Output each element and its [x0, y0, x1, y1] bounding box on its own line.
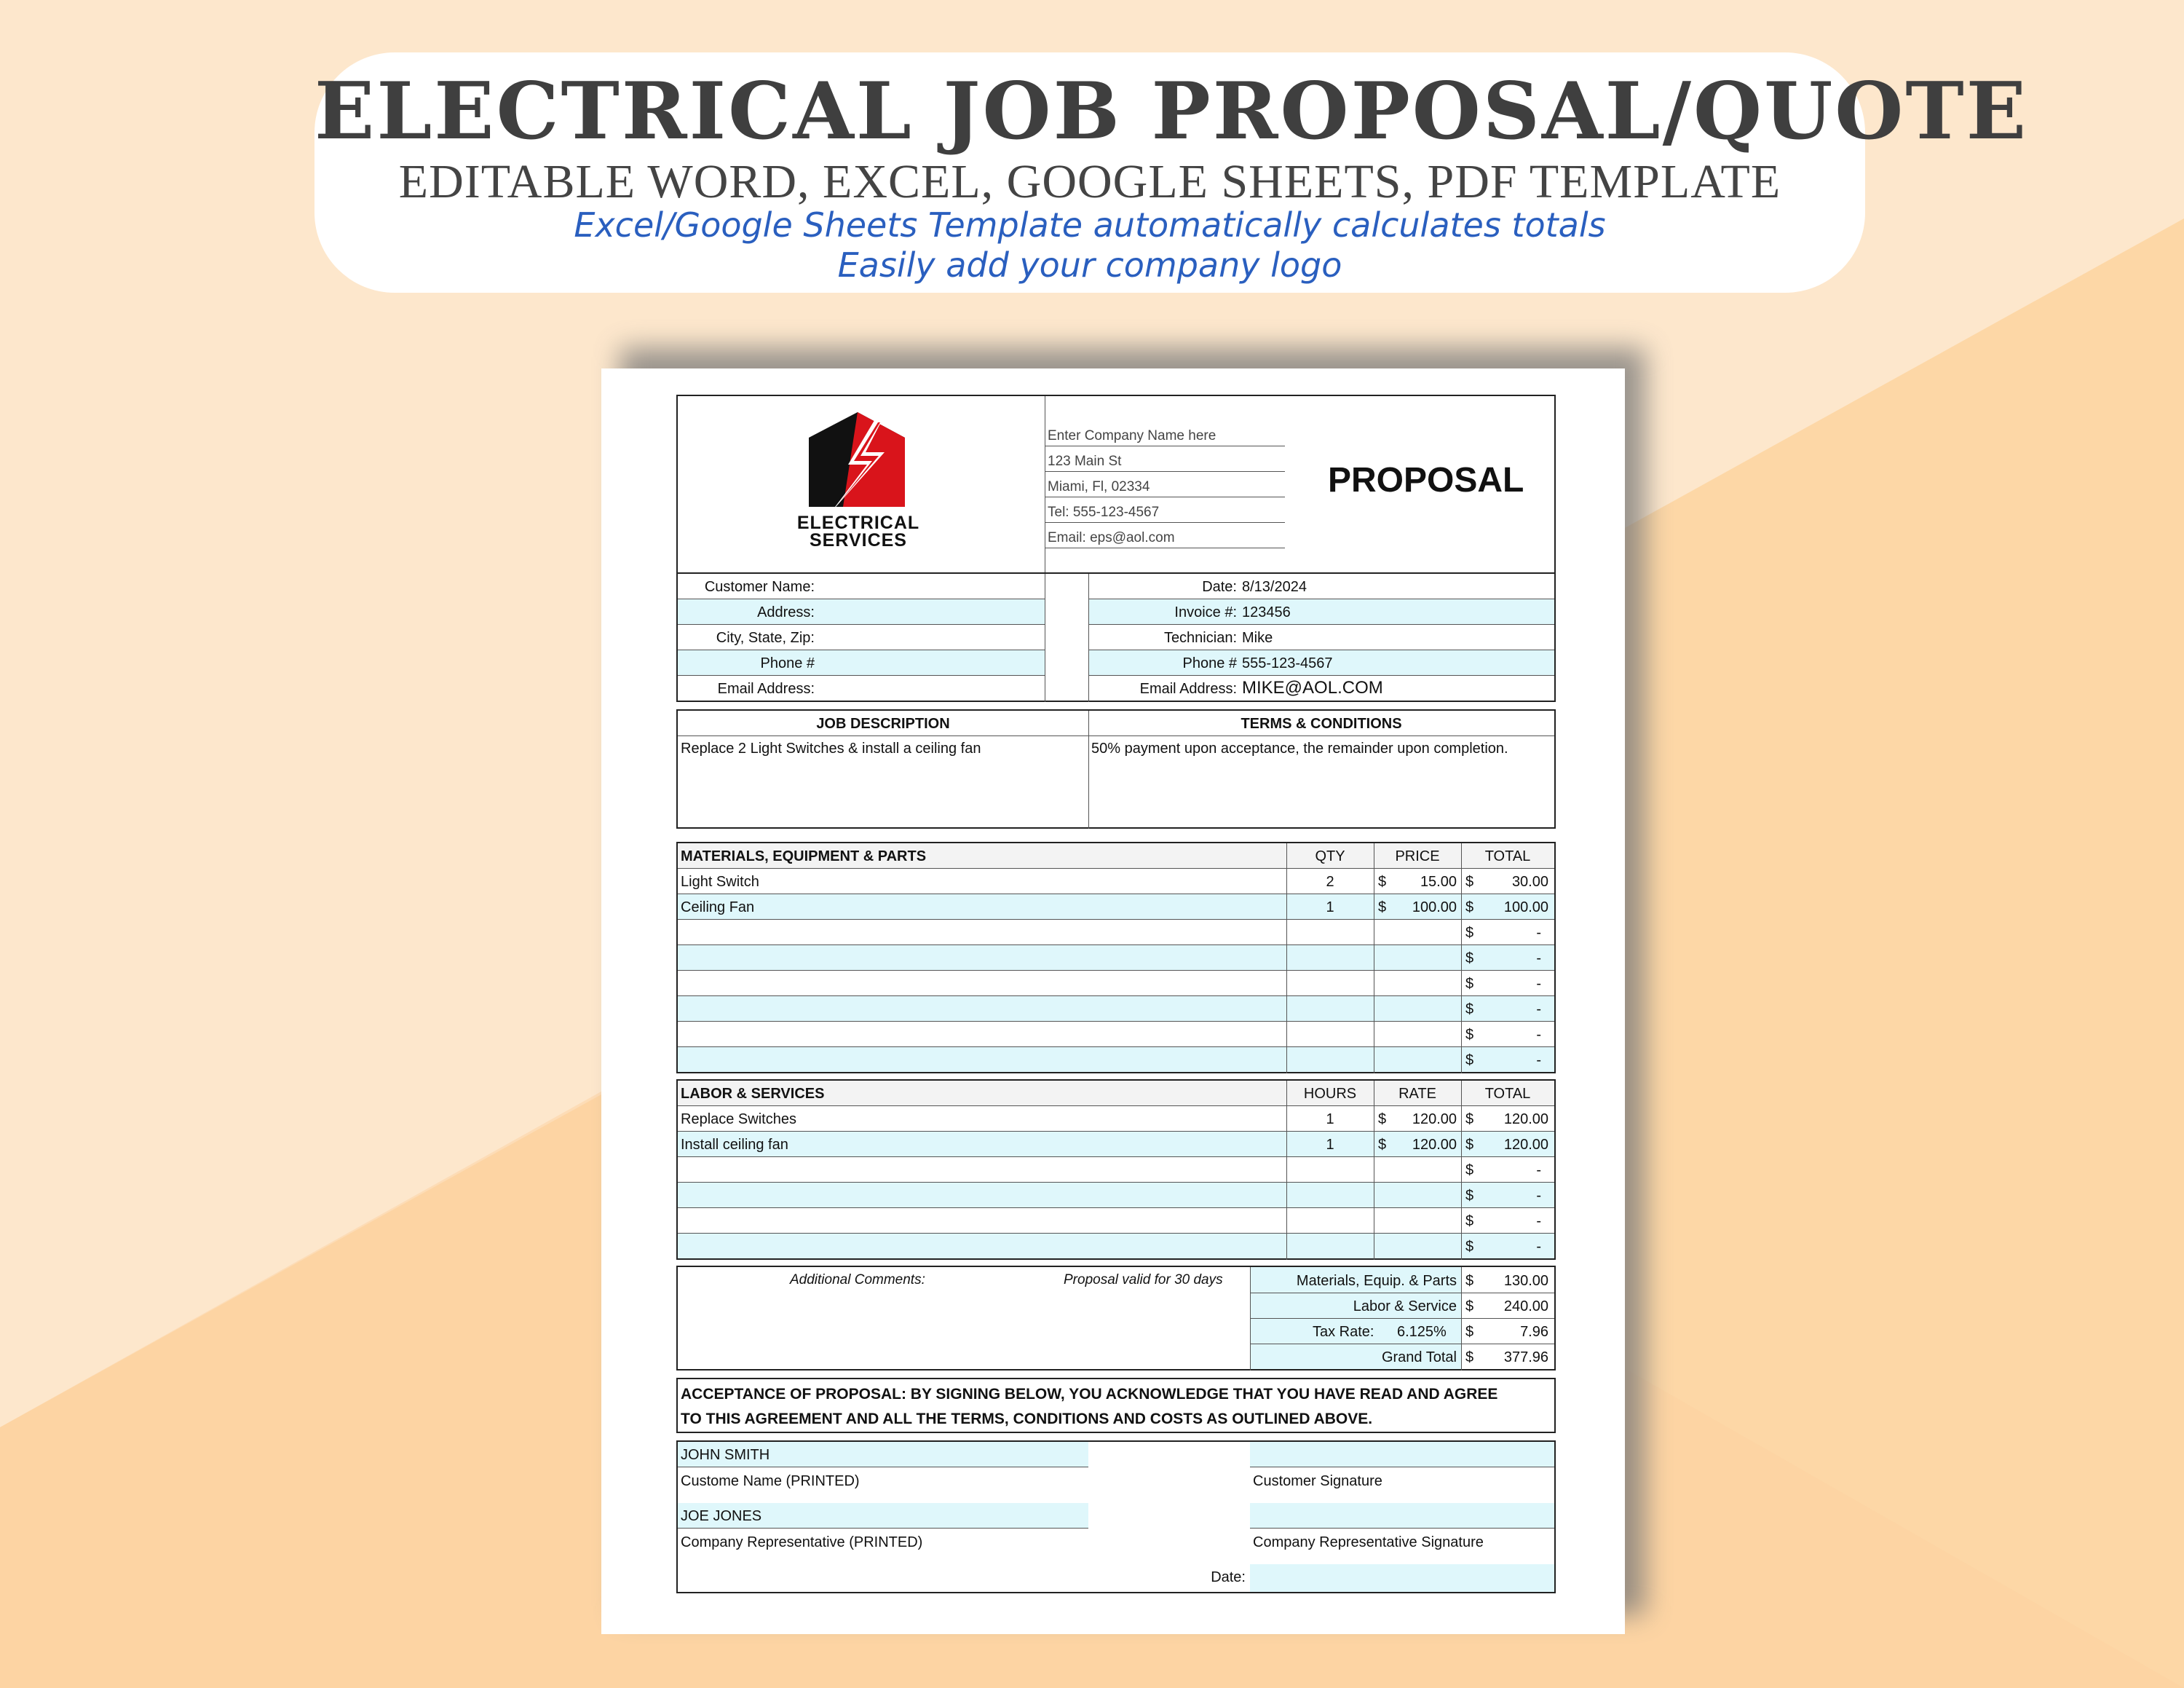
- customer-printed-name[interactable]: JOHN SMITH: [681, 1447, 770, 1463]
- additional-comments-label: Additional Comments:: [790, 1272, 925, 1287]
- currency-symbol: $: [1465, 1188, 1474, 1204]
- date-value[interactable]: 8/13/2024: [1242, 579, 1307, 595]
- invoice-label: Invoice #:: [1174, 604, 1237, 620]
- banner-title: ELECTRICAL JOB PROPOSAL/QUOTE: [314, 66, 2029, 157]
- tax-value: 7.96: [1520, 1324, 1548, 1340]
- rate-cell[interactable]: 120.00: [1412, 1137, 1457, 1153]
- total-cell: -: [1536, 950, 1541, 966]
- currency-symbol: $: [1378, 874, 1387, 890]
- total-cell: -: [1536, 1239, 1541, 1255]
- hours-cell[interactable]: 1: [1326, 1111, 1334, 1127]
- item-cell[interactable]: Replace Switches: [681, 1111, 796, 1127]
- qty-cell[interactable]: 1: [1326, 899, 1334, 915]
- signature-box: [676, 1440, 1556, 1593]
- total-cell: 120.00: [1503, 1137, 1548, 1153]
- currency-symbol: $: [1465, 1001, 1474, 1017]
- currency-symbol: $: [1465, 899, 1474, 915]
- job-description-header: JOB DESCRIPTION: [816, 716, 950, 732]
- currency-symbol: $: [1465, 1027, 1474, 1043]
- banner-note-logo: Easily add your company logo: [837, 245, 1342, 285]
- rep-printed-label: Company Representative (PRINTED): [681, 1534, 923, 1550]
- signature-date-field[interactable]: [1250, 1564, 1554, 1592]
- acceptance-box: [676, 1378, 1556, 1433]
- currency-symbol: $: [1465, 1349, 1474, 1365]
- currency-symbol: $: [1465, 1137, 1474, 1153]
- terms-text[interactable]: 50% payment upon acceptance, the remainder upon completion.: [1091, 741, 1508, 757]
- grand-total-value: 377.96: [1503, 1349, 1548, 1365]
- qty-cell[interactable]: 2: [1326, 874, 1334, 890]
- customer-address-label: Address:: [757, 604, 815, 620]
- total-cell: 120.00: [1503, 1111, 1548, 1127]
- currency-symbol: $: [1465, 874, 1474, 890]
- document-title: PROPOSAL: [1328, 461, 1524, 500]
- tech-email-value[interactable]: MIKE@AOL.COM: [1242, 678, 1383, 698]
- invoice-value[interactable]: 123456: [1242, 604, 1291, 620]
- rep-signature-label: Company Representative Signature: [1253, 1534, 1484, 1550]
- banner-subtitle: EDITABLE WORD, EXCEL, GOOGLE SHEETS, PDF TEMPLATE: [398, 155, 1781, 208]
- labor-table: [676, 1079, 1556, 1260]
- header-box: [676, 395, 1556, 574]
- company-city: Miami, Fl, 02334: [1048, 479, 1150, 494]
- customer-phone-label: Phone #: [760, 655, 815, 671]
- labor-subtotal-label: Labor & Service: [1353, 1298, 1457, 1314]
- total-cell: -: [1536, 1188, 1541, 1204]
- total-cell: -: [1536, 976, 1541, 992]
- qty-header: QTY: [1315, 848, 1345, 864]
- currency-symbol: $: [1465, 1239, 1474, 1255]
- total-header: TOTAL: [1484, 848, 1531, 864]
- total-cell: -: [1536, 925, 1541, 941]
- currency-symbol: $: [1465, 1052, 1474, 1068]
- customer-name-label: Customer Name:: [704, 579, 815, 595]
- total-cell: -: [1536, 1213, 1541, 1229]
- proposal-page: [601, 368, 1625, 1634]
- acceptance-line2: TO THIS AGREEMENT AND ALL THE TERMS, CONDITIONS AND COSTS AS OUTLINED ABOVE.: [681, 1411, 1373, 1427]
- tech-email-label: Email Address:: [1139, 681, 1237, 697]
- date-label: Date:: [1202, 579, 1237, 595]
- signature-date-label: Date:: [1211, 1569, 1246, 1585]
- description-box: [676, 709, 1556, 829]
- price-header: PRICE: [1395, 848, 1440, 864]
- currency-symbol: $: [1378, 899, 1387, 915]
- currency-symbol: $: [1465, 1298, 1474, 1314]
- total-cell: 100.00: [1503, 899, 1548, 915]
- currency-symbol: $: [1465, 1111, 1474, 1127]
- hours-cell[interactable]: 1: [1326, 1137, 1334, 1153]
- customer-info-box: [676, 572, 1556, 702]
- materials-table: [676, 842, 1556, 1073]
- customer-email-label: Email Address:: [717, 681, 815, 697]
- technician-label: Technician:: [1163, 630, 1237, 646]
- grand-total-label: Grand Total: [1381, 1349, 1457, 1365]
- tax-rate-label: Tax Rate:: [1313, 1324, 1374, 1340]
- logo-text-line2: SERVICES: [810, 530, 907, 551]
- company-email: Email: eps@aol.com: [1048, 530, 1175, 545]
- acceptance-line1: ACCEPTANCE OF PROPOSAL: BY SIGNING BELOW, YOU ACKNOWLEDGE THAT YOU HAVE READ AND AGREE: [681, 1386, 1498, 1403]
- item-cell[interactable]: Ceiling Fan: [681, 899, 755, 915]
- banner-note-totals: Excel/Google Sheets Template automatically calculates totals: [574, 205, 1606, 245]
- customer-printed-label: Custome Name (PRINTED): [681, 1473, 860, 1489]
- total-cell: -: [1536, 1001, 1541, 1017]
- currency-symbol: $: [1378, 1137, 1387, 1153]
- summary-box: [676, 1266, 1556, 1370]
- labor-subtotal-value: 240.00: [1503, 1298, 1548, 1314]
- logo-icon: [803, 412, 912, 514]
- hours-header: HOURS: [1303, 1086, 1357, 1102]
- currency-symbol: $: [1465, 1162, 1474, 1178]
- rep-printed-name[interactable]: JOE JONES: [681, 1508, 762, 1524]
- labor-header: LABOR & SERVICES: [681, 1086, 825, 1102]
- materials-subtotal-label: Materials, Equip. & Parts: [1296, 1273, 1457, 1289]
- company-address: 123 Main St: [1048, 454, 1122, 469]
- tech-phone-value[interactable]: 555-123-4567: [1242, 655, 1333, 671]
- item-cell[interactable]: Light Switch: [681, 874, 759, 890]
- price-cell[interactable]: 100.00: [1412, 899, 1457, 915]
- company-tel: Tel: 555-123-4567: [1048, 505, 1160, 520]
- total-cell: -: [1536, 1052, 1541, 1068]
- rate-cell[interactable]: 120.00: [1412, 1111, 1457, 1127]
- customer-city-label: City, State, Zip:: [716, 630, 815, 646]
- title-banner: [314, 52, 2029, 293]
- currency-symbol: $: [1378, 1111, 1387, 1127]
- currency-symbol: $: [1465, 976, 1474, 992]
- currency-symbol: $: [1465, 1273, 1474, 1289]
- total-cell: -: [1536, 1162, 1541, 1178]
- customer-signature-label: Customer Signature: [1253, 1473, 1382, 1489]
- job-description-text[interactable]: Replace 2 Light Switches & install a ceiling fan: [681, 741, 981, 757]
- logo-text-line1: ELECTRICAL: [796, 513, 920, 533]
- price-cell[interactable]: 15.00: [1420, 874, 1457, 890]
- tax-rate-value[interactable]: 6.125%: [1397, 1324, 1447, 1340]
- materials-subtotal-value: 130.00: [1503, 1273, 1548, 1289]
- tech-phone-label: Phone #: [1182, 655, 1237, 671]
- technician-value[interactable]: Mike: [1242, 630, 1273, 646]
- materials-header: MATERIALS, EQUIPMENT & PARTS: [681, 848, 927, 864]
- proposal-valid-label: Proposal valid for 30 days: [1064, 1272, 1223, 1287]
- total-cell: 30.00: [1511, 874, 1548, 890]
- rate-header: RATE: [1398, 1086, 1436, 1102]
- company-name: Enter Company Name here: [1048, 428, 1216, 443]
- currency-symbol: $: [1465, 950, 1474, 966]
- currency-symbol: $: [1465, 1324, 1474, 1340]
- item-cell[interactable]: Install ceiling fan: [681, 1137, 788, 1153]
- currency-symbol: $: [1465, 1213, 1474, 1229]
- terms-header: TERMS & CONDITIONS: [1241, 716, 1402, 732]
- labor-total-header: TOTAL: [1484, 1086, 1531, 1102]
- currency-symbol: $: [1465, 925, 1474, 941]
- total-cell: -: [1536, 1027, 1541, 1043]
